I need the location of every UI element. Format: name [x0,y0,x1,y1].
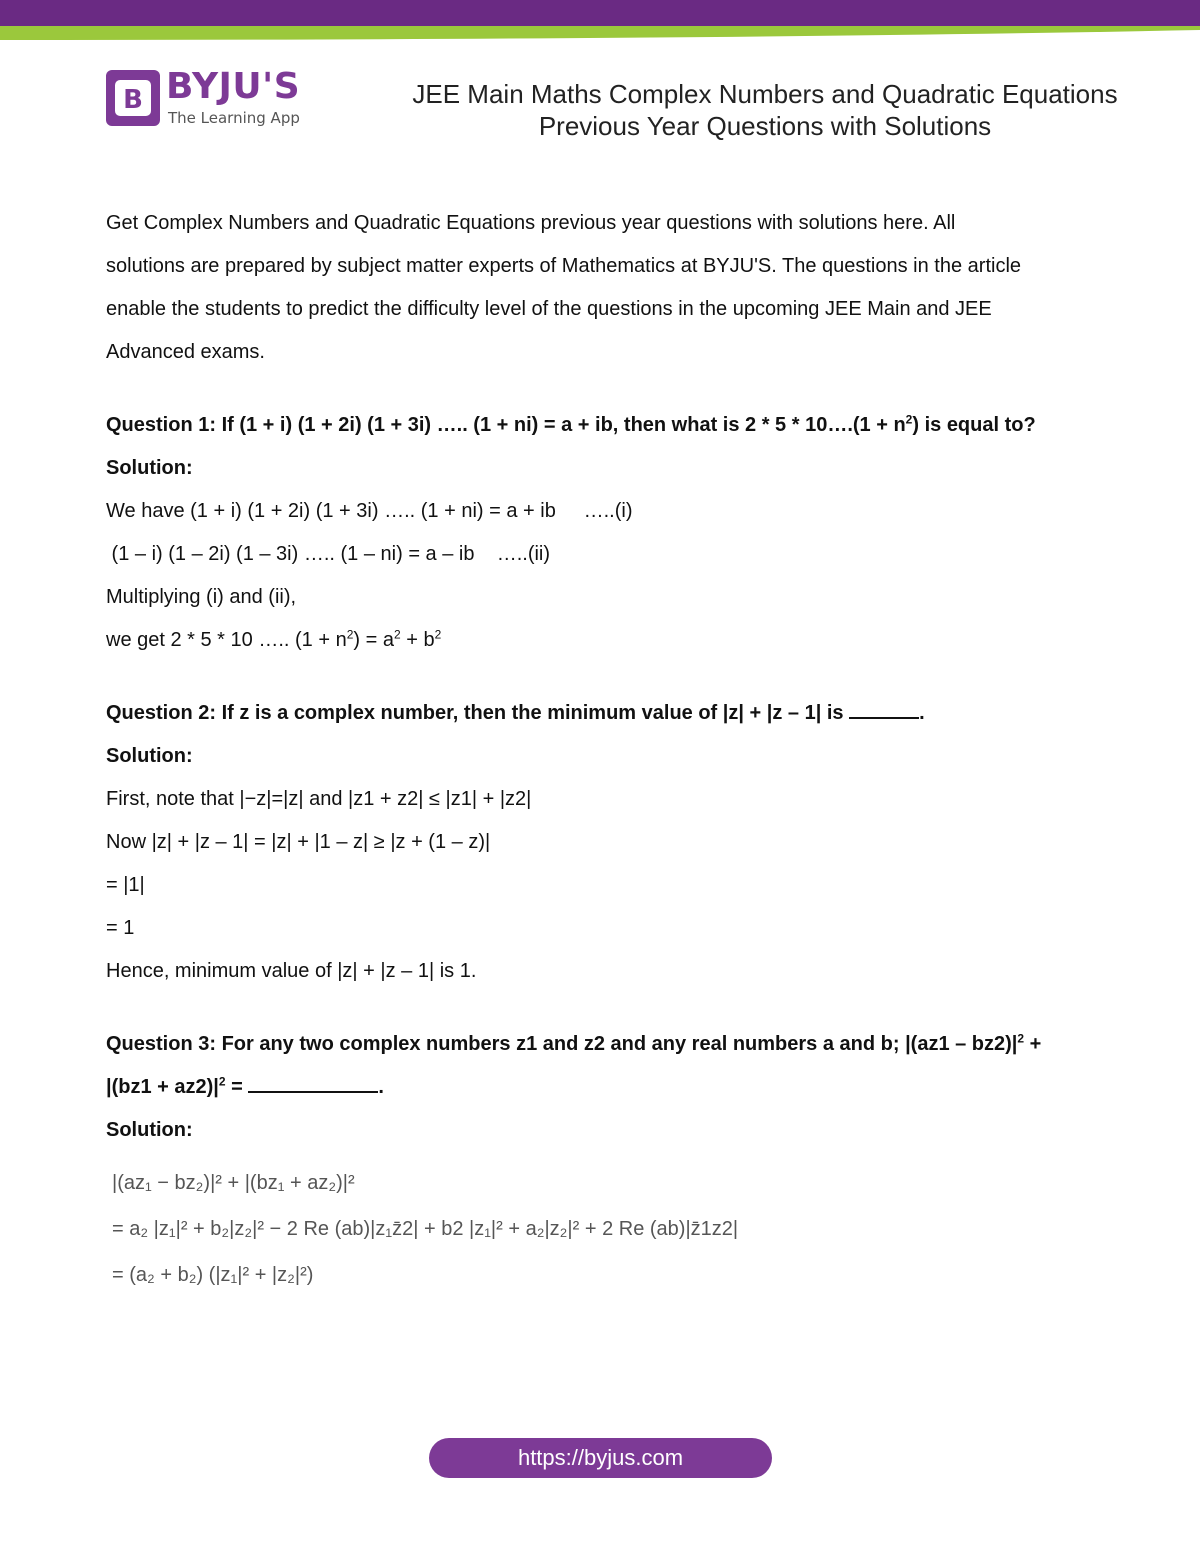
title-line-1: JEE Main Maths Complex Numbers and Quadratic Equations [412,79,1118,109]
question-2: Question 2: If z is a complex number, then the minimum value of |z| + |z – 1| is . [106,692,1106,735]
solution-3-equation: = (a₂ + b₂) (|z₁|² + |z₂|²) [112,1264,314,1286]
top-green-band [0,26,1200,40]
solution-1-line: (1 – i) (1 – 2i) (1 – 3i) ….. (1 – ni) = a – ib …..(ii) [106,543,551,565]
solution-1-line: We have (1 + i) (1 + 2i) (1 + 3i) ….. (1 + ni) = a + ib …..(i) [106,500,633,522]
question-1: Question 1: If (1 + i) (1 + 2i) (1 + 3i) ….. (1 + ni) = a + ib, then what is 2 * 5 * 10….(1 + $n^2$) is equal to? [106,412,1036,436]
solution-2-line: First, note that |−z|=|z| and |z1 + z2| ≤ |z1| + |z2| [106,788,532,810]
answer-blank [849,699,919,719]
solution-3-equation: |(az₁ − bz₂)|² + |(bz₁ + az₂)|² [112,1172,355,1194]
intro-line: solutions are prepared by subject matter experts of Mathematics at BYJU'S. The questions in the article [106,255,1022,277]
title-line-2: Previous Year Questions with Solutions [538,111,992,141]
question-3-cont: $|(bz1 + az2)|^2$ = . [106,1074,384,1098]
question-3: Question 3: For any two complex numbers z1 and z2 and any real numbers a and b; $|(az1 - bz2)|^2$ + [106,1031,1042,1055]
solution-2-label: Solution: [106,745,193,767]
solution-2-line: = |1| [106,874,145,896]
solution-3-label: Solution: [106,1119,193,1141]
byjus-b-logo-icon [106,70,160,126]
intro-line: Get Complex Numbers and Quadratic Equations previous year questions with solutions here. All [106,212,956,234]
document-title [380,78,1150,142]
answer-blank [248,1073,378,1093]
solution-2-line: Hence, minimum value of |z| + |z – 1| is 1. [106,960,477,982]
svg-text:B: B [123,85,143,115]
byjus-logo [106,66,316,130]
footer-url-link[interactable]: https://byjus.com [429,1438,772,1478]
solution-2-line: Now |z| + |z – 1| = |z| + |1 – z| ≥ |z + (1 – z)| [106,831,491,853]
intro-line: enable the students to predict the difficulty level of the questions in the upcoming JEE Main and JEE [106,298,992,320]
solution-2-line: = 1 [106,917,135,939]
top-purple-band [0,0,1200,26]
intro-line: Advanced exams. [106,341,265,363]
solution-1-label: Solution: [106,457,193,479]
solution-1-line: we get 2 * 5 * 10 ….. $(1 + n^2) = a^2 + b^2$ [106,627,442,651]
solution-1-line: Multiplying (i) and (ii), [106,586,297,608]
solution-3-equation: = a₂ |z₁|² + b₂|z₂|² − 2 Re (ab)|z₁z̄2| + b2 |z₁|² + a₂|z₂|² + 2 Re (ab)|z̄1z2| [112,1218,739,1240]
document-body [106,202,1106,1298]
logo-tagline: The Learning App [168,109,300,127]
logo-wordmark: BYJU'S [166,66,301,107]
